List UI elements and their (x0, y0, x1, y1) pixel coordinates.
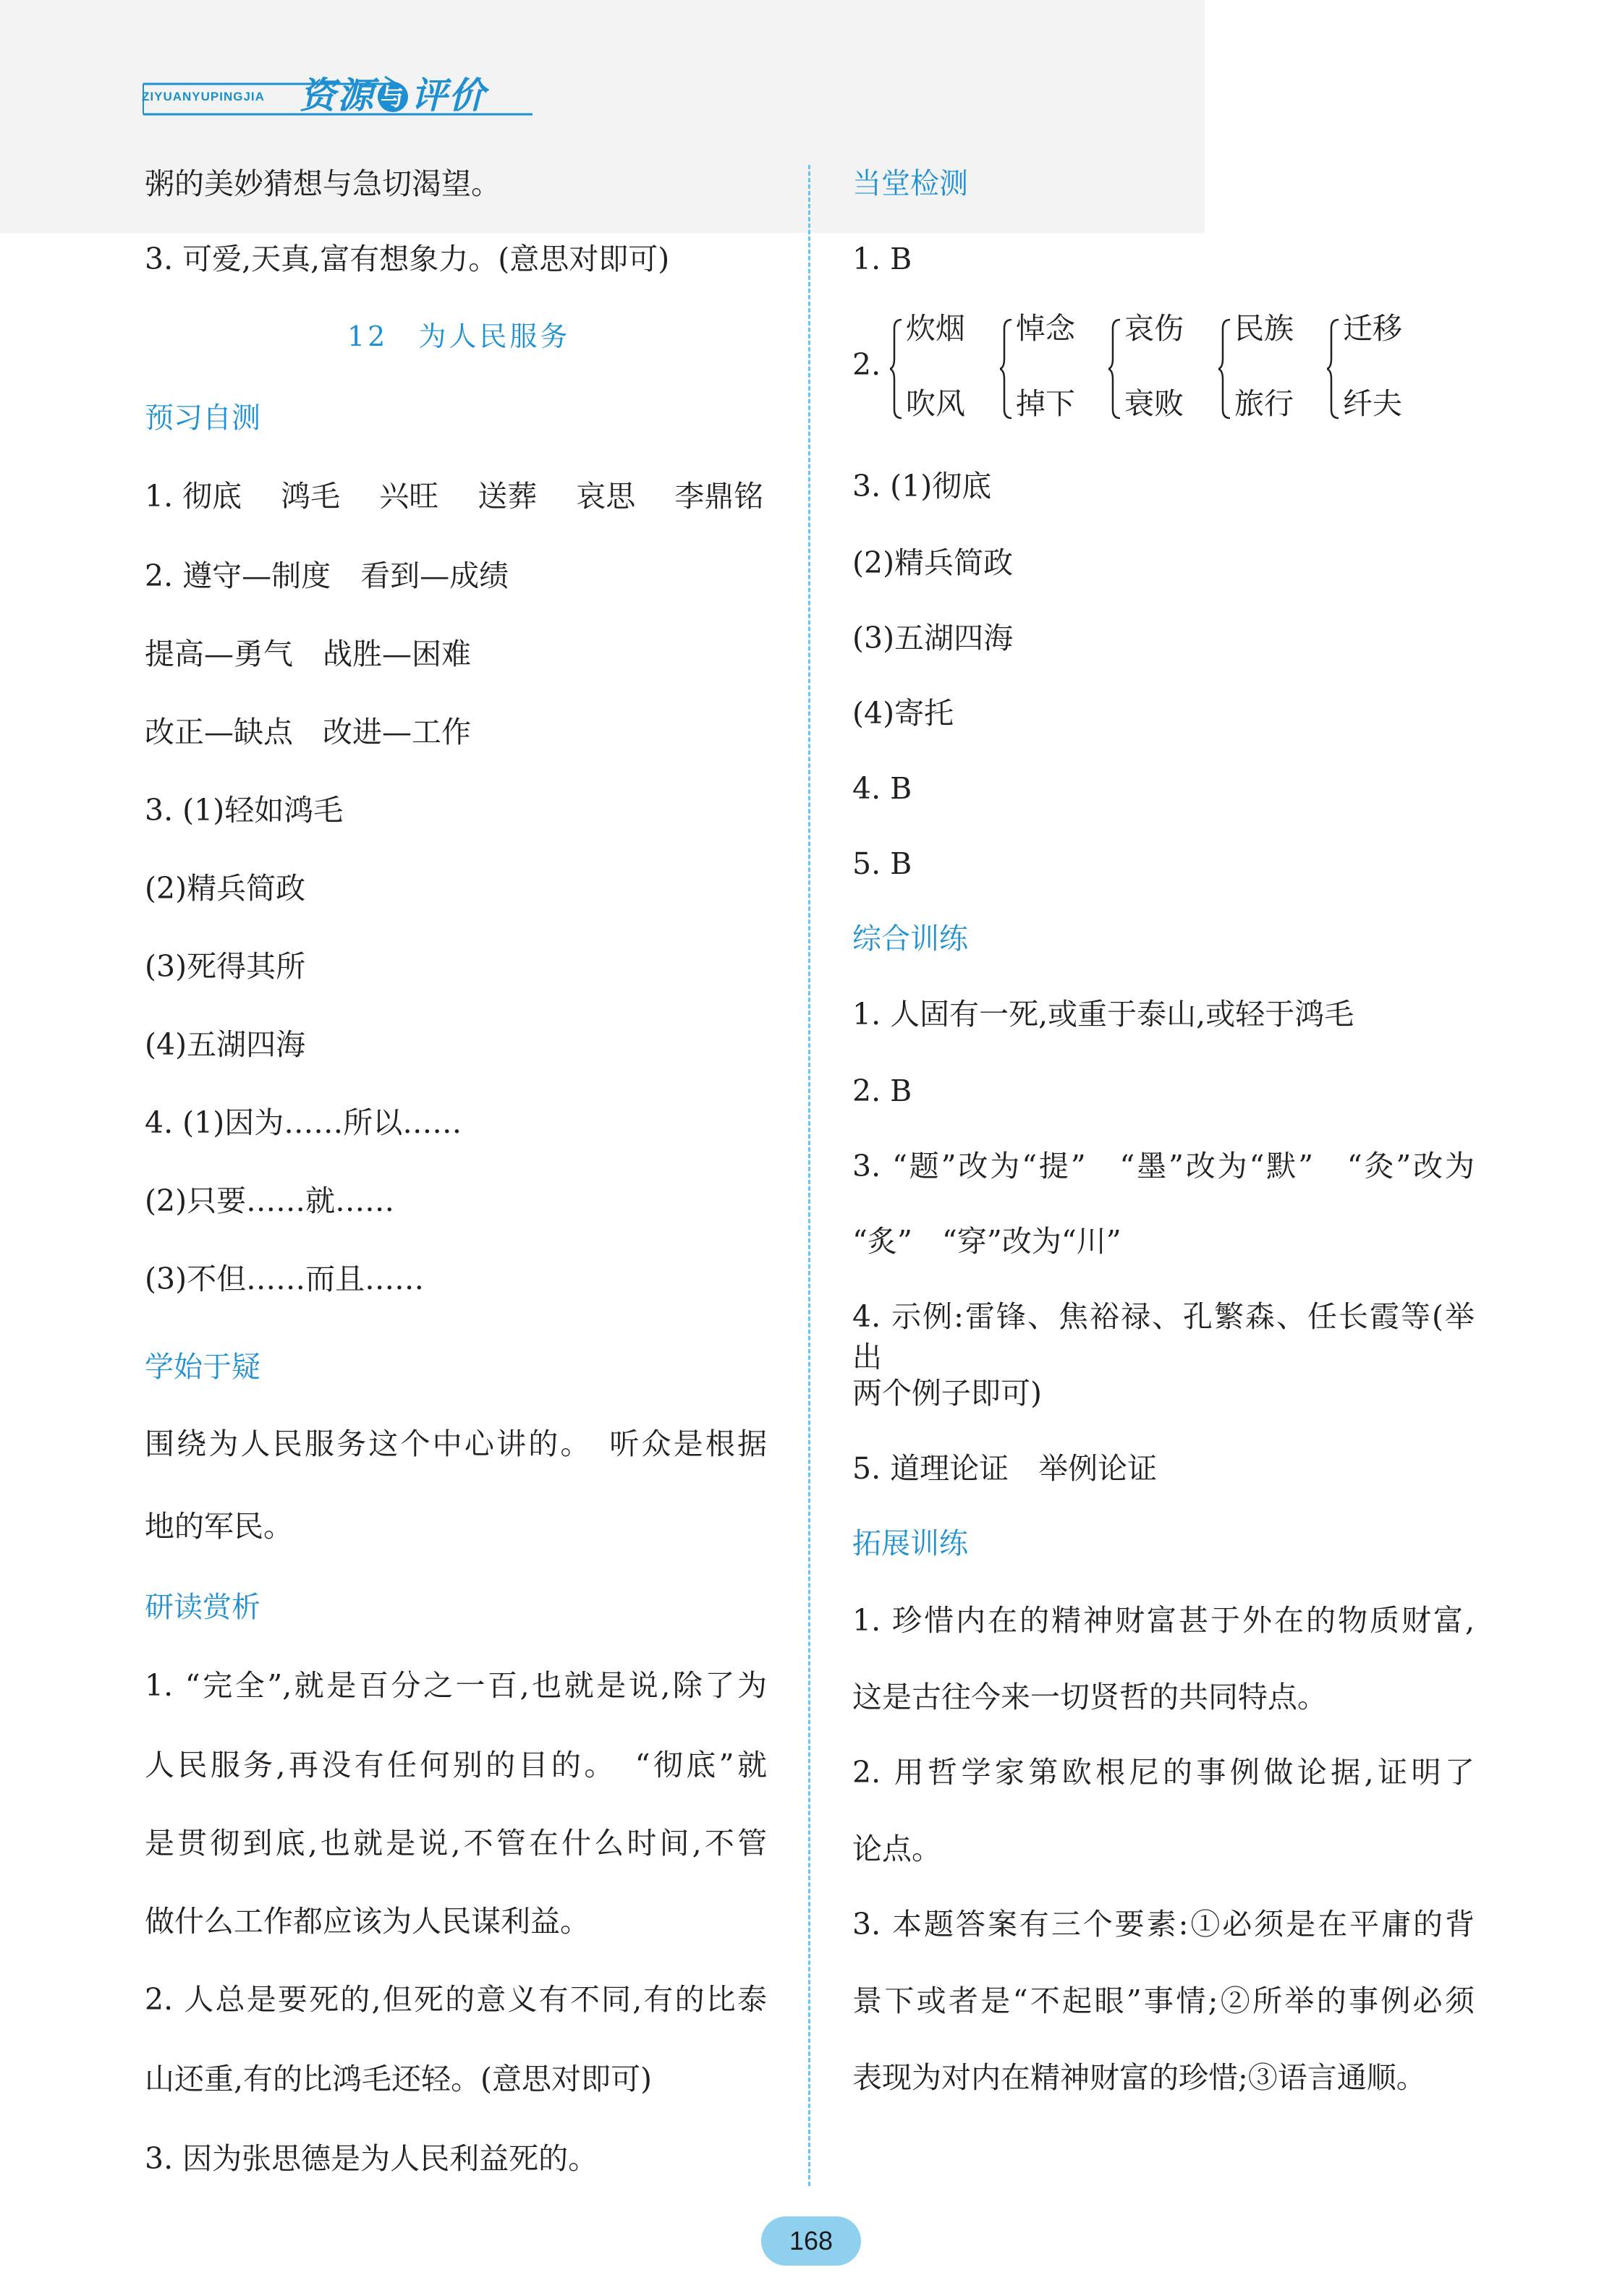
answer-line (852, 1600, 1475, 1641)
logo-title-part-2: 评价 (411, 75, 486, 116)
answer-text: 4. 示例:雷锋、焦裕禄、孔繁森、任长霞等(举出 (852, 1299, 1475, 1374)
section-heading-zonghe: 综合训练 (852, 922, 968, 956)
answer-line: (2)精兵简政 (852, 545, 1014, 580)
answer-line: 地的军民。 (145, 1509, 293, 1544)
word-top: 迁移 (1343, 311, 1402, 346)
section-heading-tuozhan: 拓展训练 (852, 1527, 968, 1560)
answer-text: 人民服务,再没有任何别的目的。 “彻底”就 (145, 1748, 767, 1782)
section-heading-yuxi: 预习自测 (145, 401, 260, 435)
section-heading-xueshi: 学始于疑 (145, 1351, 260, 1384)
answer-text: 景下或者是“不起眼”事情;②所举的事例必须 (852, 1984, 1475, 2018)
answer-text: 围绕为人民服务这个中心讲的。 听众是根据 (145, 1427, 767, 1461)
left-brace-icon (1327, 318, 1341, 420)
page-number: 168 (761, 2216, 861, 2266)
left-brace-icon (1108, 318, 1123, 420)
answer-line: “炙” “穿”改为“川” (852, 1224, 1121, 1259)
answer-line: 粥的美妙猜想与急切渴望。 (145, 166, 501, 201)
answer-line: 这是古往今来一切贤哲的共同特点。 (852, 1680, 1327, 1714)
answer-line: 两个例子即可) (852, 1376, 1042, 1411)
word-pair (1000, 308, 1108, 431)
answer-line (852, 1296, 1475, 1374)
logo-title-part-1: 资源 (300, 75, 375, 116)
left-brace-icon (1218, 318, 1233, 420)
answer-line: (3)不但……而且…… (145, 1262, 425, 1296)
word-bottom: 纤夫 (1343, 386, 1402, 421)
answer-line: 提高—勇气 战胜—困难 (145, 637, 471, 671)
answer-line: 表现为对内在精神财富的珍惜;③语言通顺。 (852, 2060, 1426, 2095)
answer-text: 1. 珍惜内在的精神财富甚于外在的物质财富, (852, 1603, 1475, 1638)
word-bottom: 掉下 (1016, 386, 1075, 421)
column-divider (808, 165, 810, 2186)
logo-title (300, 67, 486, 119)
logo-pinyin: ZIYUANYUPINGJIA (142, 90, 265, 103)
word-bottom: 旅行 (1234, 386, 1294, 421)
answer-line: 2. B (852, 1073, 912, 1108)
answer-line (145, 1665, 767, 1706)
answer-line: (4)寄托 (852, 696, 954, 731)
answer-line: (2)精兵简政 (145, 871, 306, 906)
answer-line: 3. (1)彻底 (852, 469, 992, 503)
answer-line (145, 1745, 767, 1785)
left-brace-icon (890, 318, 904, 420)
answer-line: 5. B (852, 846, 912, 881)
word-bottom: 衰败 (1124, 386, 1184, 421)
answer-line (852, 1981, 1475, 2021)
answer-line: 做什么工作都应该为人民谋利益。 (145, 1904, 590, 1939)
answer-text: 3. “题”改为“提” “墨”改为“默” “灸”改为 (852, 1149, 1475, 1183)
word-top: 哀伤 (1124, 311, 1184, 346)
answer-text: 3. 本题答案有三个要素:①必须是在平庸的背 (852, 1907, 1475, 1942)
answer-line (145, 1424, 767, 1464)
logo-amp-badge: 与 (378, 82, 408, 112)
word-top: 悼念 (1016, 311, 1075, 346)
publisher-logo (142, 64, 547, 122)
answer-line: (2)只要……就…… (145, 1183, 395, 1218)
answer-line (852, 1752, 1475, 1793)
answer-line (852, 1146, 1475, 1186)
answer-line: (4)五湖四海 (145, 1027, 306, 1062)
answer-line: 3. 因为张思德是为人民利益死的。 (145, 2141, 598, 2176)
answer-line: (3)五湖四海 (852, 621, 1014, 655)
answer-text: 是贯彻到底,也就是说,不管在什么时间,不管 (145, 1826, 767, 1861)
left-brace-icon (1000, 318, 1014, 420)
answer-line: 4. B (852, 771, 912, 806)
question-number: 2. (852, 347, 881, 382)
answer-line (145, 1823, 767, 1863)
word-pair (1218, 308, 1327, 431)
answer-line: 2. 遵守—制度 看到—成绩 (145, 558, 509, 593)
word-pair (1108, 308, 1217, 431)
answer-text: 1. “完全”,就是百分之一百,也就是说,除了为 (145, 1668, 767, 1703)
word-top: 民族 (1234, 311, 1294, 346)
lesson-title: 12 为人民服务 (347, 320, 571, 352)
answer-text: 2. 人总是要死的,但死的意义有不同,有的比泰 (145, 1982, 767, 2017)
section-heading-yandu: 研读赏析 (145, 1591, 260, 1624)
answer-line (852, 1904, 1475, 1944)
word-top: 炊烟 (906, 311, 965, 346)
answer-line: 山还重,有的比鸿毛还轻。(意思对即可) (145, 2062, 653, 2096)
answer-line: 3. 可爱,天真,富有想象力。(意思对即可) (145, 242, 670, 276)
word-pair (1327, 308, 1435, 431)
word-pair (890, 308, 998, 431)
answer-line: 1. B (852, 242, 912, 276)
answer-line: 论点。 (852, 1832, 941, 1866)
answer-line: 4. (1)因为……所以…… (145, 1105, 462, 1140)
answer-line: 1. 人固有一死,或重于泰山,或轻于鸿毛 (852, 997, 1354, 1032)
answer-line: 改正—缺点 改进—工作 (145, 715, 471, 749)
word-bottom: 吹风 (906, 386, 965, 421)
answer-line (145, 1979, 767, 2020)
section-heading-dangtang: 当堂检测 (852, 167, 968, 200)
answer-line: 1. 彻底 鸿毛 兴旺 送葬 哀思 李鼎铭 (145, 479, 764, 514)
answer-text: 2. 用哲学家第欧根尼的事例做论据,证明了 (852, 1755, 1475, 1790)
answer-line: 3. (1)轻如鸿毛 (145, 793, 344, 828)
answer-line: 5. 道理论证 举例论证 (852, 1451, 1158, 1486)
answer-line: (3)死得其所 (145, 949, 306, 984)
